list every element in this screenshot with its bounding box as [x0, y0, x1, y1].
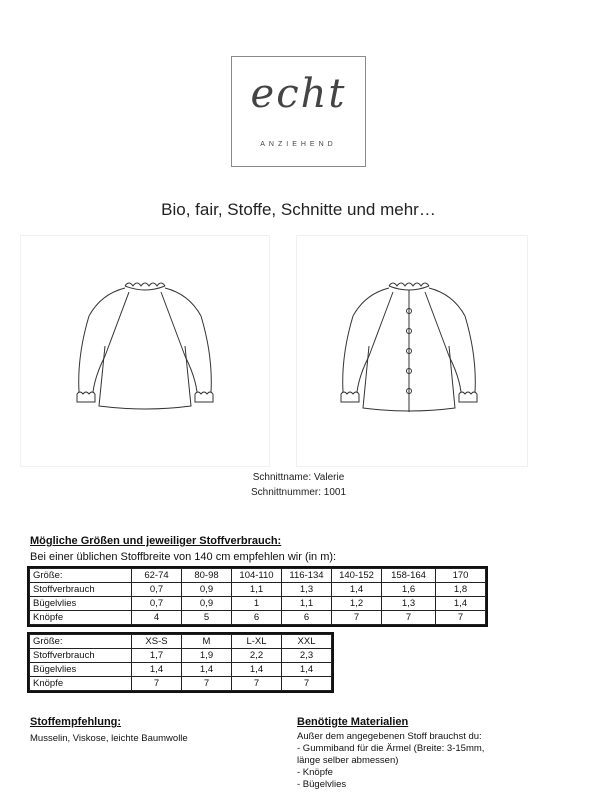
- cell: Stoffverbrauch: [30, 649, 132, 663]
- cell: 1,1: [232, 583, 282, 597]
- sizes-table-children: [27, 566, 488, 627]
- cell: 104-110: [232, 569, 282, 583]
- cell: 1,4: [282, 663, 332, 677]
- blouse-back-drawing: [297, 236, 527, 466]
- table-row: [30, 649, 332, 663]
- materials-line: Außer dem angegebenen Stoff brauchst du:: [297, 731, 482, 742]
- brand-logo: [231, 56, 366, 167]
- cell: 7: [332, 611, 382, 625]
- cell: Bügelvlies: [30, 597, 132, 611]
- pattern-number: Schnittnummer: 1001: [250, 487, 347, 498]
- sizes-subtitle: Bei einer üblichen Stoffbreite von 140 cm empfehlen wir (in m):: [30, 551, 337, 563]
- cell: 7: [182, 677, 232, 691]
- cell: 5: [182, 611, 232, 625]
- cell: 7: [132, 677, 182, 691]
- sizes-table-adults: [27, 632, 334, 693]
- cell: Bügelvlies: [30, 663, 132, 677]
- table-row: [30, 611, 486, 625]
- materials-line: - Knöpfe: [297, 767, 333, 778]
- cell: 1: [232, 597, 282, 611]
- cell: 7: [382, 611, 436, 625]
- cell: 0,7: [132, 583, 182, 597]
- table-row: [30, 677, 332, 691]
- logo-subtitle: ANZIEHEND: [260, 141, 337, 148]
- materials-list: [297, 731, 587, 791]
- materials-line: länge selber abmessen): [297, 755, 399, 766]
- cell: Größe:: [30, 635, 132, 649]
- materials-line: - Bügelvlies: [297, 779, 347, 790]
- front-view-sketch: [20, 235, 270, 467]
- cell: 1,8: [436, 583, 486, 597]
- cell: 1,4: [232, 663, 282, 677]
- materials-line: - Gummiband für die Ärmel (Breite: 3-15mm,: [297, 743, 485, 754]
- back-view-sketch: [296, 235, 528, 467]
- cell: 7: [436, 611, 486, 625]
- table-row: [30, 635, 332, 649]
- cell: 158-164: [382, 569, 436, 583]
- cell: L-XL: [232, 635, 282, 649]
- blouse-front-drawing: [21, 236, 269, 466]
- cell: 1,3: [282, 583, 332, 597]
- fabric-text: Musselin, Viskose, leichte Baumwolle: [30, 733, 188, 744]
- cell: Größe:: [30, 569, 132, 583]
- sizes-table-2: [29, 634, 332, 691]
- cell: XXL: [282, 635, 332, 649]
- cell: 1,9: [182, 649, 232, 663]
- table-row: [30, 663, 332, 677]
- cell: 7: [232, 677, 282, 691]
- cell: 1,2: [332, 597, 382, 611]
- tagline: Bio, fair, Stoffe, Schnitte und mehr…: [161, 200, 436, 219]
- cell: 1,4: [436, 597, 486, 611]
- cell: 2,2: [232, 649, 282, 663]
- cell: 1,1: [282, 597, 332, 611]
- materials-title: Benötigte Materialien: [297, 716, 409, 728]
- cell: 1,4: [132, 663, 182, 677]
- cell: 4: [132, 611, 182, 625]
- fabric-title: Stoffempfehlung:: [30, 716, 122, 728]
- cell: 2,3: [282, 649, 332, 663]
- cell: 140-152: [332, 569, 382, 583]
- cell: 62-74: [132, 569, 182, 583]
- cell: 6: [232, 611, 282, 625]
- cell: 0,9: [182, 597, 232, 611]
- cell: 1,6: [382, 583, 436, 597]
- cell: Knöpfe: [30, 611, 132, 625]
- cell: 1,7: [132, 649, 182, 663]
- logo-script: echt: [250, 71, 347, 117]
- cell: 80-98: [182, 569, 232, 583]
- cell: 116-134: [282, 569, 332, 583]
- cell: 1,4: [182, 663, 232, 677]
- cell: 6: [282, 611, 332, 625]
- cell: M: [182, 635, 232, 649]
- sizes-title: Mögliche Größen und jeweiliger Stoffverbrauch:: [30, 535, 282, 547]
- cell: 1,4: [332, 583, 382, 597]
- cell: 7: [282, 677, 332, 691]
- cell: XS-S: [132, 635, 182, 649]
- pattern-name: Schnittname: Valerie: [252, 472, 345, 483]
- cell: 1,3: [382, 597, 436, 611]
- table-row: [30, 583, 486, 597]
- cell: Stoffverbrauch: [30, 583, 132, 597]
- cell: 0,9: [182, 583, 232, 597]
- cell: 0,7: [132, 597, 182, 611]
- table-row: [30, 569, 486, 583]
- cell: Knöpfe: [30, 677, 132, 691]
- table-row: [30, 597, 486, 611]
- sizes-table-1: [29, 568, 486, 625]
- cell: 170: [436, 569, 486, 583]
